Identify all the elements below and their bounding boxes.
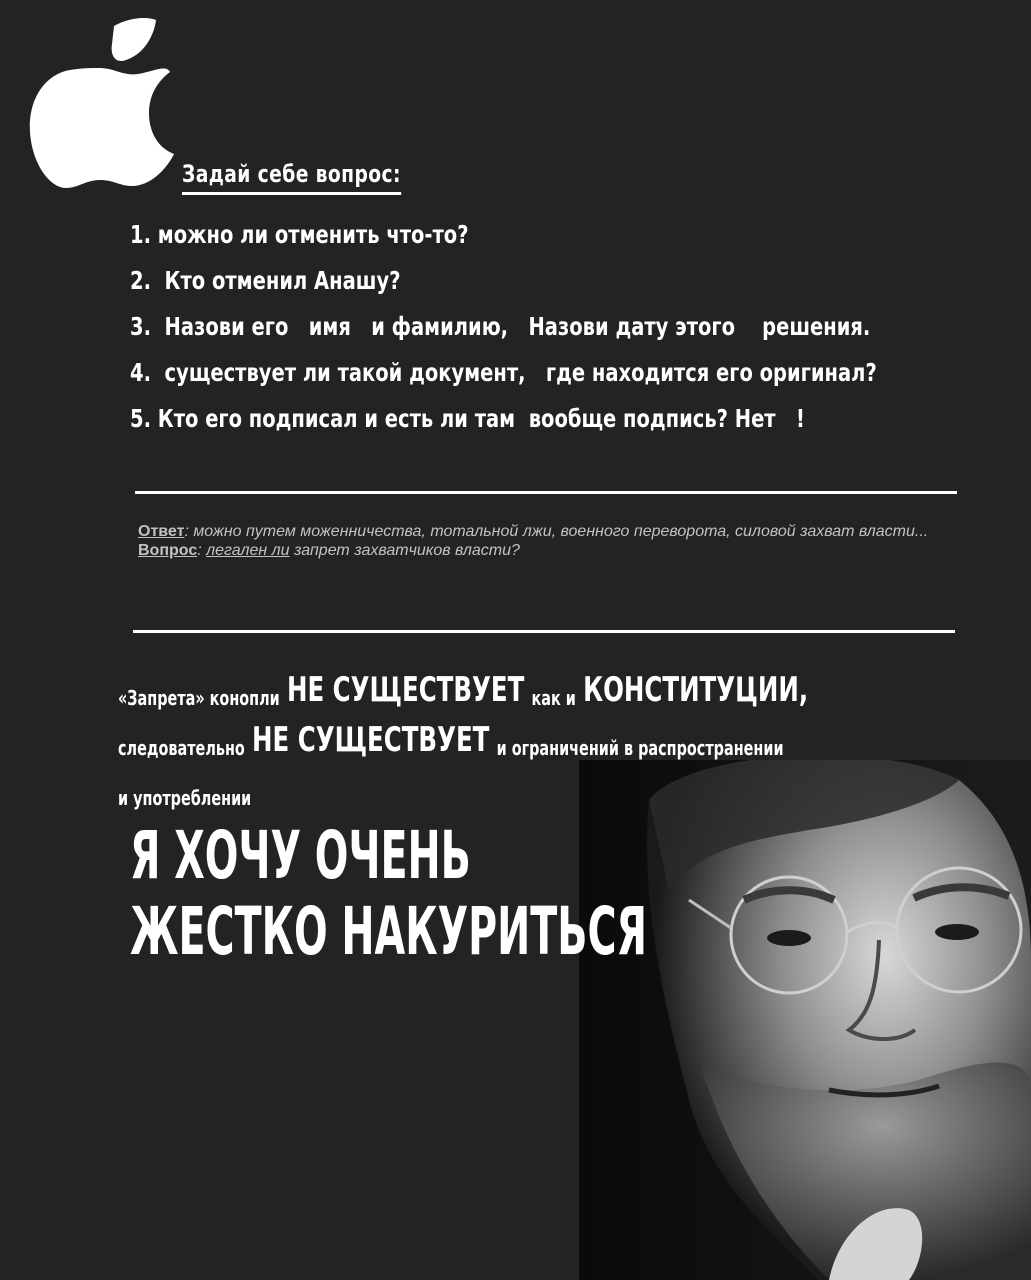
statement-text: как и [531, 686, 576, 710]
statement-text: «Запрета» конопли [118, 686, 280, 710]
statement-emphasis: КОНСТИТУЦИИ, [583, 670, 809, 710]
question-rest: запрет захватчиков власти? [289, 542, 520, 559]
question-list [130, 220, 970, 450]
headline [130, 818, 647, 970]
question-label: Вопрос [138, 542, 198, 559]
statement-text: и употреблении [118, 786, 252, 810]
divider-top [135, 491, 957, 494]
answer-text: : можно путем моженничества, тотальной лжи, военного переворота, силовой захват власти... [184, 523, 929, 540]
list-item: 3. Назови его имя и фамилию, Назови дату этого решения. [130, 312, 871, 341]
list-item: 2. Кто отменил Анашу? [130, 266, 401, 295]
apple-logo-icon [28, 14, 178, 190]
statement-line-2 [118, 710, 838, 760]
statement-text: следовательно [118, 736, 245, 760]
headline-line-2: ЖЕСТКО НАКУРИТЬСЯ [130, 893, 648, 970]
question-line [138, 541, 938, 560]
divider-bottom [133, 630, 955, 633]
list-item: 4. существует ли такой документ, где находится его оригинал? [130, 358, 877, 387]
answer-block [138, 522, 938, 560]
headline-line-1: Я ХОЧУ ОЧЕНЬ [130, 817, 471, 894]
answer-line [138, 522, 938, 541]
statement-emphasis: НЕ СУЩЕСТВУЕТ [252, 720, 490, 760]
question-colon: : [197, 542, 207, 559]
statement-text: и ограничений в распространении [496, 736, 784, 760]
question-underlined: легален ли [206, 542, 290, 559]
statement-emphasis: НЕ СУЩЕСТВУЕТ [286, 670, 525, 710]
page-title: Задай себе вопрос: [182, 160, 401, 195]
answer-label: Ответ [138, 523, 185, 540]
list-item: 1. можно ли отменить что-то? [130, 220, 469, 249]
list-item: 5. Кто его подписал и есть ли там вообще подпись? Нет ! [130, 404, 805, 433]
statement-line-1 [118, 660, 838, 710]
